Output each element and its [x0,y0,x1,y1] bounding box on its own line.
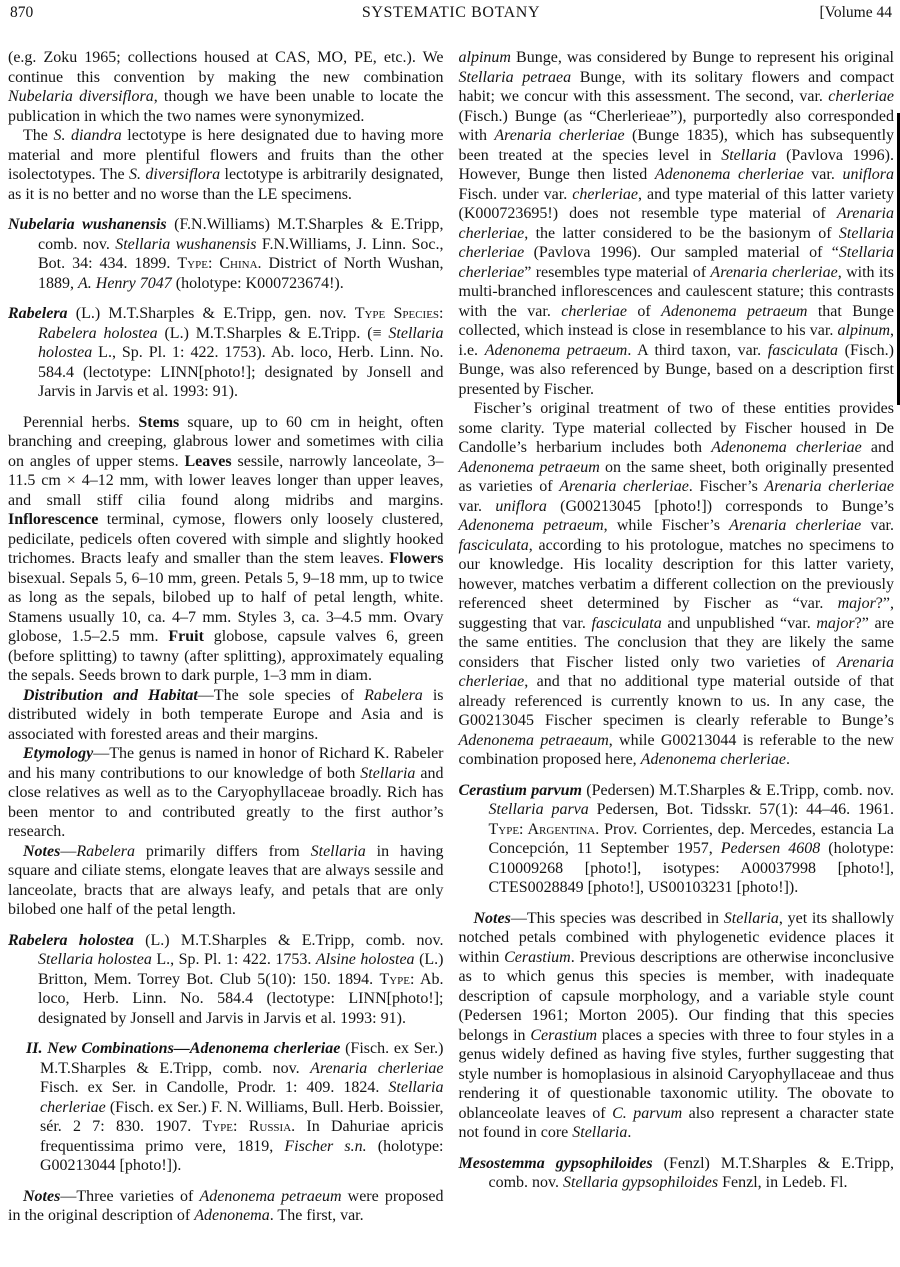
taxon-entry-nubelaria-wushanensis: Nubelaria wushanensis (F.N.Williams) M.T.Sharples & E.Tripp, comb. nov. Stellaria wushanensis F.N.Williams, J. Linn. Soc., Bot. 34: 434. 1899. Type: China. District of North Wushan, 1889, A. Henry 7047 (holotype: K000723674!). [8,216,444,292]
taxon-entry-adenonema-cherleriae: II. New Combinations—Adenonema cherleriae (Fisch. ex Ser.) M.T.Sharples & E.Tripp, comb. nov. Arenaria cherleriae Fisch. ex Ser. in Candolle, Prodr. 1: 409. 1824. Stellaria cherleriae (Fisch. ex Ser.) F. N. Williams, Bull. Herb. Boissier, sér. 2 7: 830. 1907. Type: Russia. In Dahuriae apricis frequentissima primo vere, 1819, Fischer s.n. (holotype: G00213044 [photo!]). [26,1040,444,1174]
taxon-entry-rabelera-holostea: Rabelera holostea (L.) M.T.Sharples & E.Tripp, comb. nov. Stellaria holostea L., Sp. Pl. 1: 422. 1753. Alsine holostea (L.) Britton, Mem. Torrey Bot. Club 5(10): 150. 1894. Type: Ab. loco, Herb. Linn. No. 584.4 (lectotype: LINN[photo!]; designated by Jonsell and Jarvis in Jarvis et al. 1993: 91). [8,931,444,1027]
paragraph-notes-cerastium: Notes—This species was described in Stellaria, yet its shallowly notched petals combined with phylogenetic evidence places it within Cerastium. Previous descriptions are otherwise inconclusive as to which genus this species is member, with inadequate description of capsule morphology, and a variable style count (Pedersen 1961; Morton 2005). Our finding that this species belongs in Cerastium places a species with three to four styles in a genus widely defined as having five styles, further suggesting that style number is homoplasious in alsinoid Caryophyllaceae and thus rendering it of questionable taxonomic utility. The obovate to oblanceolate leaves of C. parvum also represent a character state not found in core Stellaria. [458,909,895,1141]
page-number: 870 [10,4,34,21]
paragraph-notes-adenonema: Notes—Three varieties of Adenonema petraeum were proposed in the original description of Adenonema. The first, var. [8,1187,444,1224]
taxon-entry-cerastium-parvum: Cerastium parvum (Pedersen) M.T.Sharples & E.Tripp, comb. nov. Stellaria parva Pedersen, Bot. Tidsskr. 57(1): 44–46. 1961. Type: Argentina. Prov. Corrientes, dep. Mercedes, estancia La Concepción, 11 September 1957, Pedersen 4608 (holotype: C10009268 [photo!], isotypes: A00037998 [photo!], CTES0028849 [photo!], US00103231 [photo!]). [458,781,895,896]
paragraph-lectotype: The S. diandra lectotype is here designated due to having more material and more plentiful flowers and fruits than the other isolectotypes. The S. diversiflora lectotype is arbitrarily designated, as it is no better and no worse than the LE specimens. [8,127,444,203]
paragraph-etymology: Etymology—The genus is named in honor of Richard K. Rabeler and his many contributions to our knowledge of both Stellaria and close relatives as well as to the Caryophyllaceae broadly. Rich has been mentor to and contributed greatly to the first author’s research. [8,745,444,840]
paragraph-fischer-treatment: Fischer’s original treatment of two of these entities provides some clarity. Type material collected by Fischer housed in De Candolle’s herbarium includes both Adenonema cherleriae and Adenonema petraeum on the same sheet, both originally presented as varieties of Arenaria cherleriae. Fischer’s Arenaria cherleriae var. uniflora (G00213045 [photo!]) corresponds to Bunge’s Adenonema petraeum, while Fischer’s Arenaria cherleriae var. fasciculata, according to his protologue, matches no specimens to our knowledge. His locality description for this latter variety, however, matches verbatim a different collection on the previously referenced sheet determined by Fischer as “var. major?”, suggesting that var. fasciculata and unpublished “var. major?” are the same entities. The conclusion that they are likely the same considers that Fischer listed only two varieties of Arenaria cherleriae, and that no additional type material outside of that already referenced is currently known to us. In any case, the G00213045 Fischer specimen is clearly referable to Bunge’s Adenonema petraeaum, while G00213044 is referable to the new combination proposed here, Adenonema cherleriae. [458,400,895,768]
two-column-body [8,48,894,1226]
left-column [8,48,444,1226]
right-column [459,48,895,1226]
paragraph-notes-rabelera: Notes—Rabelera primarily differs from Stellaria in having square and ciliate stems, elongate leaves that are always sessile and lanceolate, bracts that are always leafy, and petals that are only bilobed one half of the petal length. [8,842,444,918]
paragraph-description: Perennial herbs. Stems square, up to 60 cm in height, often branching and creeping, glabrous lower and sometimes with cilia on angles of upper stems. Leaves sessile, narrowly lanceolate, 3–11.5 cm × 4–12 mm, with lower leaves longer than upper leaves, and small stiff cilia found along midribs and margins. Inflorescence terminal, cymose, flowers only loosely clustered, pedicilate, pedicels often covered with simple and slightly hooked trichomes. Bracts leafy and smaller than the stem leaves. Flowers bisexual. Sepals 5, 6–10 mm, green. Petals 5, 9–18 mm, up to twice as long as the sepals, bilobed up to half of petal length, white. Stamens usually 10, ca. 4–7 mm. Styles 3, ca. 3–4.5 mm. Ovary globose, 1.5–2.5 mm. Fruit globose, capsule valves 6, green (before splitting) to tawny (after splitting), approximately equaling the sepals. Seeds brown to dark purple, 1–3 mm in diam. [8,413,444,684]
taxon-entry-rabelera: Rabelera (L.) M.T.Sharples & E.Tripp, gen. nov. Type Species: Rabelera holostea (L.) M.T.Sharples & E.Tripp. (≡ Stellaria holostea L., Sp. Pl. 1: 422. 1753). Ab. loco, Herb. Linn. No. 584.4 (lectotype: LINN[photo!]; designated by Jonsell and Jarvis in Jarvis et al. 1993: 91). [8,305,444,400]
journal-title: SYSTEMATIC BOTANY [361,4,541,21]
taxon-entry-mesostemma-gypsophiloides: Mesostemma gypsophiloides (Fenzl) M.T.Sharples & E.Tripp, comb. nov. Stellaria gypsophiloides Fenzl, in Ledeb. Fl. [458,1154,894,1191]
page-header [8,4,894,24]
volume-label: [Volume 44 [819,4,892,21]
paragraph-continuation: (e.g. Zoku 1965; collections housed at CAS, MO, PE, etc.). We continue this convention by making the new combination Nubelaria diversiflora, though we have been unable to locate the publication in which the two names were synonymized. [8,49,444,125]
paragraph-continuation: alpinum Bunge, was considered by Bunge to represent his original Stellaria petraea Bunge, with its solitary flowers and compact habit; we concur with this assessment. The second, var. cherleriae (Fisch.) Bunge (as “Cherlerieae”), purportedly also corresponded with Arenaria cherleriae (Bunge 1835), which has subsequently been treated at the species level in Stellaria (Pavlova 1996). However, Bunge then listed Adenonema cherleriae var. uniflora Fisch. under var. cherleriae, and type material of this latter variety (K000723695!) does not resemble type material of Arenaria cherleriae, the latter considered to be the basionym of Stellaria cherleriae (Pavlova 1996). Our sampled material of “Stellaria cherleriae” resembles type material of Arenaria cherleriae, with its multi-branched inflorescences and caulescent stature; this contrasts with the var. cherleriae of Adenonema petraeum that Bunge collected, which instead is close in resemblance to his var. alpinum, i.e. Adenonema petraeum. A third taxon, var. fasciculata (Fisch.) Bunge, was also referenced by Bunge, based on a description first presented by Fischer. [458,49,895,398]
paragraph-distribution: Distribution and Habitat—The sole species of Rabelera is distributed widely in both temperate Europe and Asia and is associated with forested areas and their margins. [8,686,444,743]
